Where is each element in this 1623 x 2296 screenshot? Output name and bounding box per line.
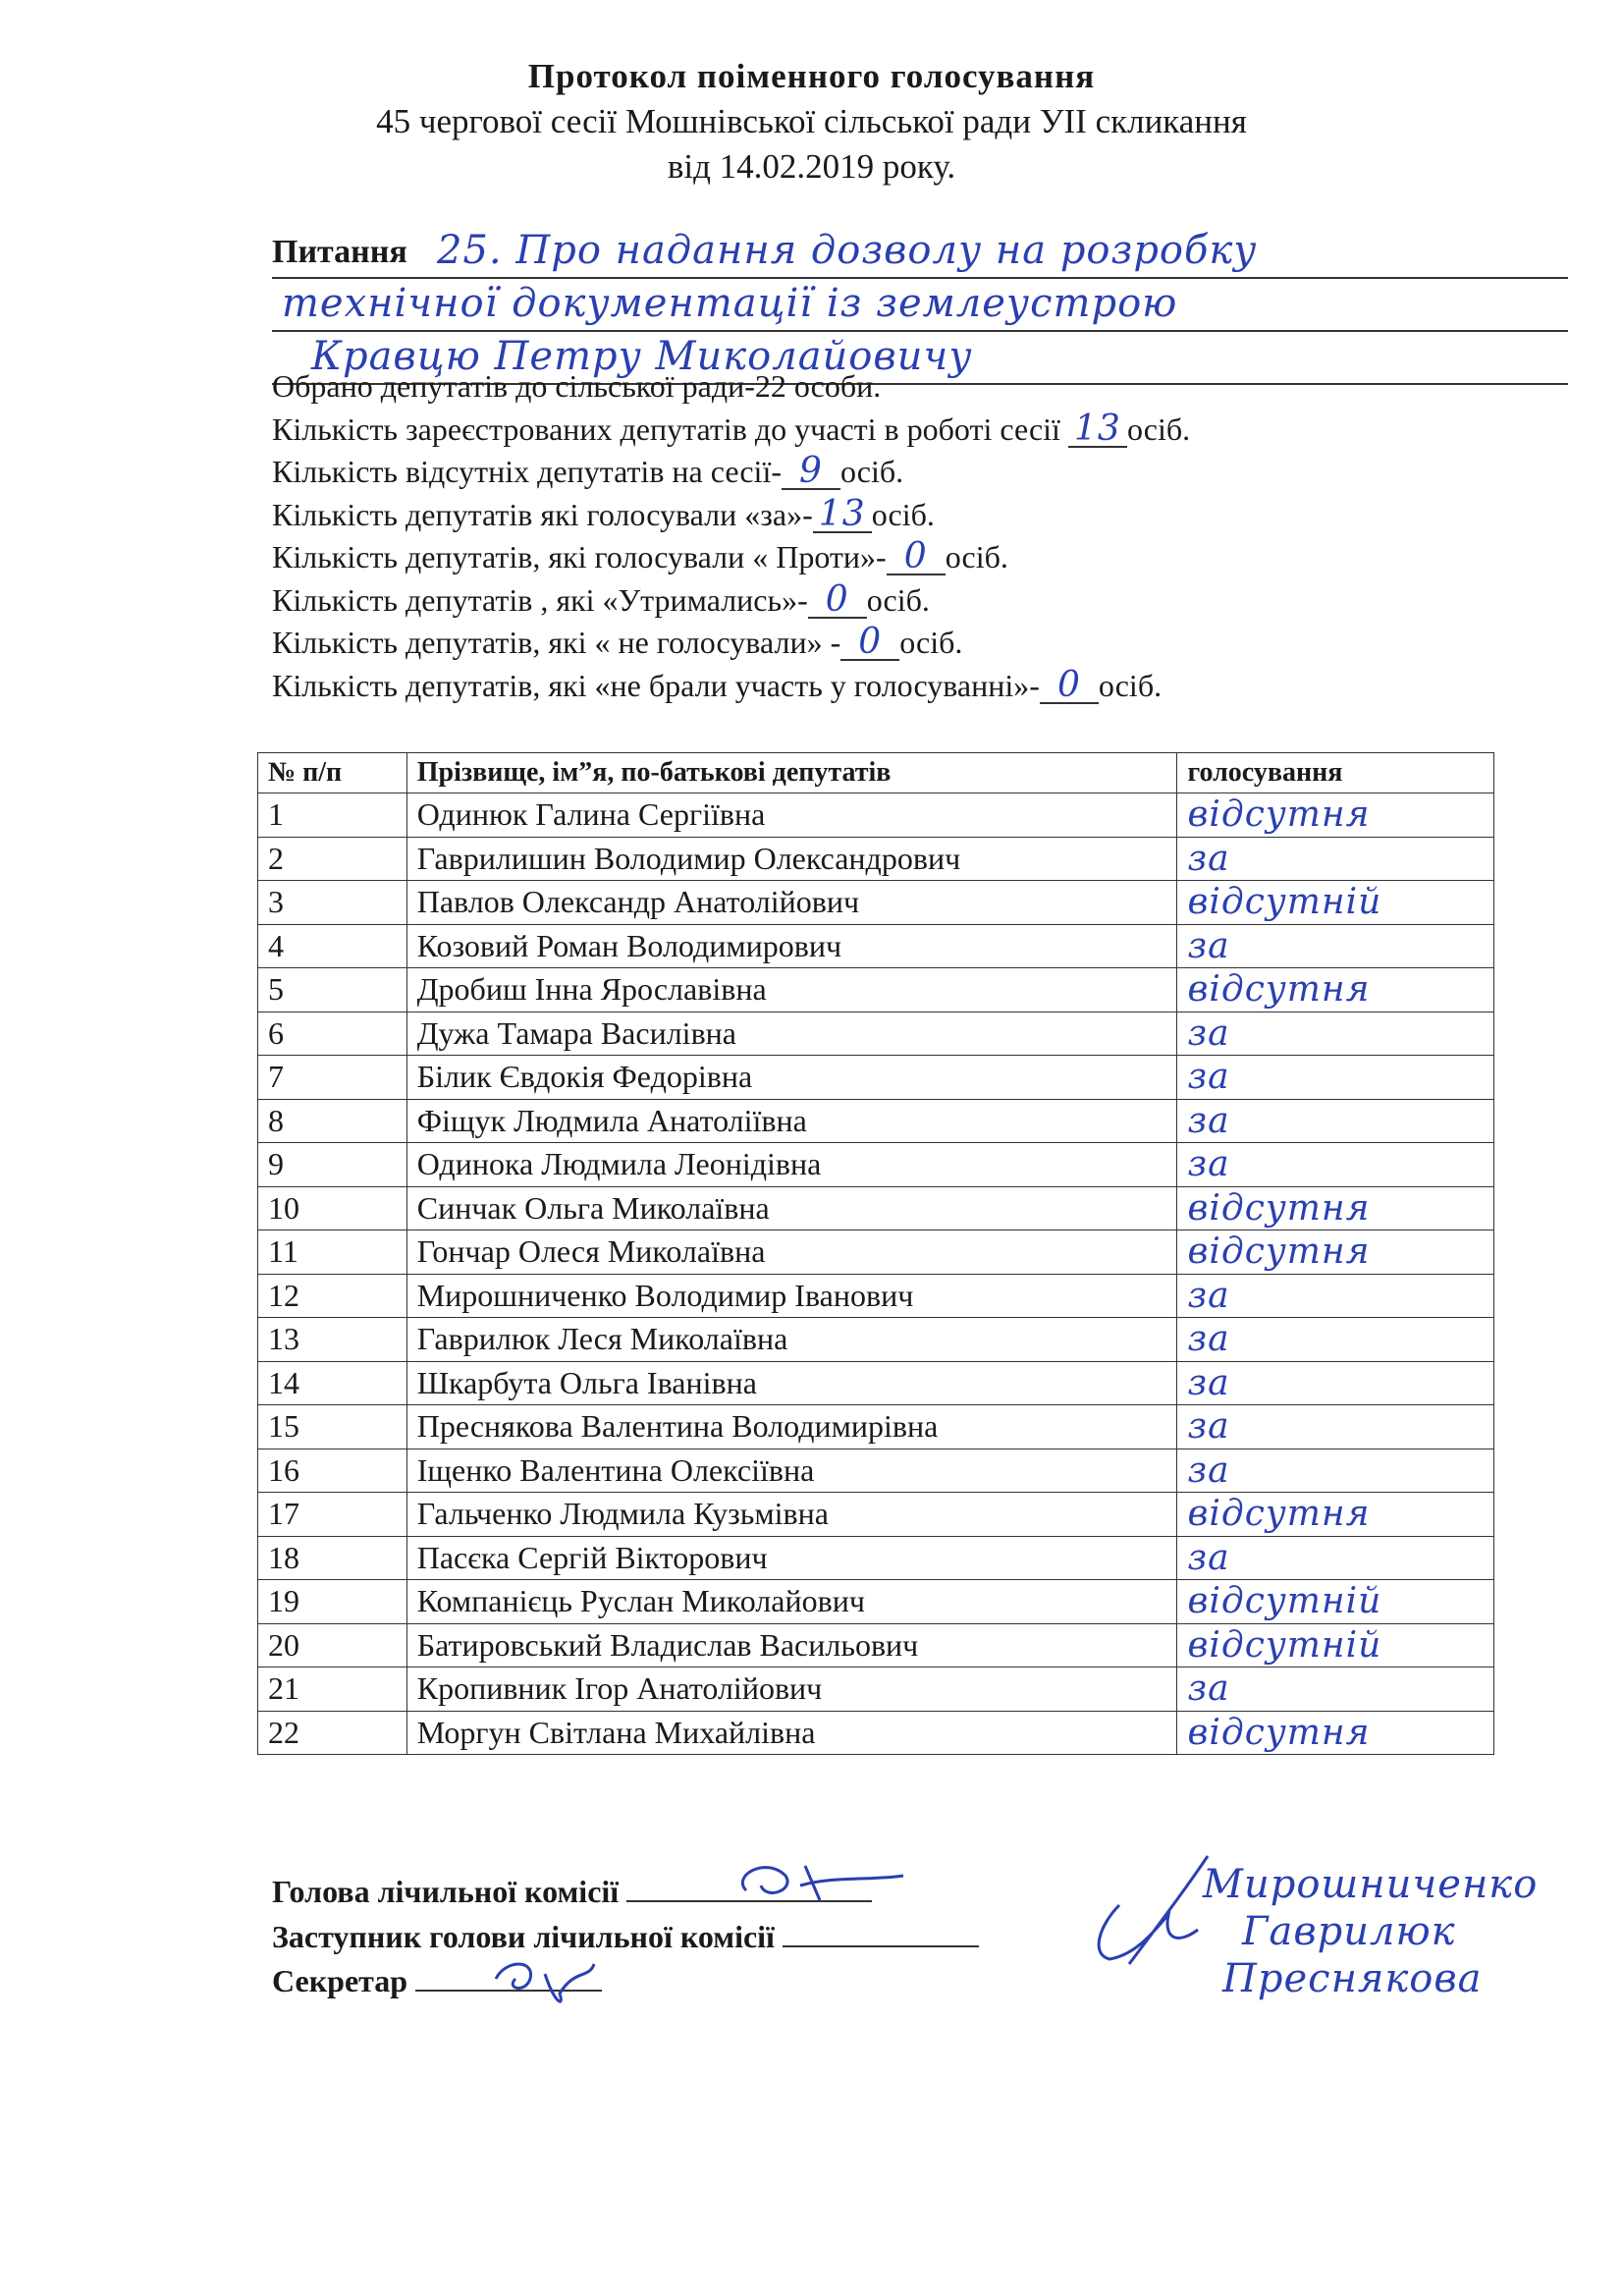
row-number: 12 xyxy=(258,1274,407,1318)
header-name: Прізвище, ім”я, по-батькові депутатів xyxy=(406,753,1177,793)
row-number: 3 xyxy=(258,881,407,925)
deputy-name: Павлов Олександр Анатолійович xyxy=(406,881,1177,925)
table-row xyxy=(258,1230,1494,1275)
chair-label: Голова лічильної комісії xyxy=(272,1874,620,1909)
stat-value: 0 xyxy=(1040,669,1099,704)
question-line-2 xyxy=(272,279,1568,332)
deputy-name: Шкарбута Ольга Іванівна xyxy=(406,1361,1177,1405)
deputy-name: Гаврилюк Леся Миколаївна xyxy=(406,1318,1177,1362)
stat-value: 13 xyxy=(1068,412,1127,448)
table-row xyxy=(258,1099,1494,1143)
secretary-name: Преснякова xyxy=(1222,1956,1483,2001)
stat-unit: осіб. xyxy=(871,496,935,532)
date-line: від 14.02.2019 року. xyxy=(667,147,956,186)
table-body xyxy=(258,793,1494,1755)
stat-unit: осіб. xyxy=(945,539,1008,574)
vote-value: за xyxy=(1177,1011,1494,1056)
vote-value: відсутній xyxy=(1177,881,1494,925)
table-row xyxy=(258,1056,1494,1100)
question-text-2: технічної документації із землеустрою xyxy=(282,281,1178,326)
secretary-label: Секретар xyxy=(272,1963,408,1998)
row-number: 13 xyxy=(258,1318,407,1362)
chair-signature-mark xyxy=(727,1846,943,1915)
row-number: 17 xyxy=(258,1493,407,1537)
stat-unit: осіб. xyxy=(1126,410,1191,447)
table-row xyxy=(258,1711,1494,1755)
row-number: 19 xyxy=(258,1580,407,1624)
deputy-label: Заступник голови лічильної комісії xyxy=(272,1919,775,1954)
stat-line xyxy=(272,451,1499,494)
vote-value: відсутня xyxy=(1177,1230,1494,1275)
session-line: 45 чергової сесії Мошнівської сільської ради УІІ скликання xyxy=(376,102,1247,140)
table-row xyxy=(258,1623,1494,1667)
stat-unit: осіб. xyxy=(839,454,904,489)
table-row xyxy=(258,1143,1494,1187)
stat-label: Кількість зареєстрованих депутатів до участі в роботі сесії xyxy=(272,410,1068,447)
row-number: 20 xyxy=(258,1623,407,1667)
deputy-signature-mark xyxy=(1070,1846,1237,1994)
stat-line xyxy=(272,365,1499,409)
stat-label: Обрано депутатів до сільської ради-22 особи. xyxy=(272,368,882,404)
vote-value: відсутній xyxy=(1177,1623,1494,1667)
table-row xyxy=(258,1667,1494,1712)
vote-value: відсутній xyxy=(1177,1580,1494,1624)
row-number: 6 xyxy=(258,1011,407,1056)
row-number: 21 xyxy=(258,1667,407,1712)
deputy-name: Фіщук Людмила Анатоліївна xyxy=(406,1099,1177,1143)
row-number: 16 xyxy=(258,1449,407,1493)
row-number: 8 xyxy=(258,1099,407,1143)
stat-value: 9 xyxy=(782,455,840,490)
vote-value: за xyxy=(1177,1536,1494,1580)
row-number: 1 xyxy=(258,793,407,838)
deputy-name: Моргун Світлана Михайлівна xyxy=(406,1711,1177,1755)
row-number: 10 xyxy=(258,1186,407,1230)
vote-value: за xyxy=(1177,1143,1494,1187)
question-block xyxy=(272,226,1568,385)
table-row xyxy=(258,1536,1494,1580)
stat-line xyxy=(272,494,1499,537)
deputy-signature-line xyxy=(272,1916,979,1955)
table-row xyxy=(258,1361,1494,1405)
stat-line xyxy=(272,536,1499,579)
deputy-name: Білик Євдокія Федорівна xyxy=(406,1056,1177,1100)
table-header-row xyxy=(258,753,1494,793)
table-row xyxy=(258,1186,1494,1230)
row-number: 7 xyxy=(258,1056,407,1100)
header-number: № п/п xyxy=(258,753,407,793)
voting-table xyxy=(257,752,1494,1755)
stat-label: Кількість депутатів, які « не голосували» - xyxy=(272,625,841,660)
vote-value: відсутня xyxy=(1177,793,1494,838)
vote-value: за xyxy=(1177,1274,1494,1318)
deputy-name: Батировський Владислав Васильович xyxy=(406,1623,1177,1667)
secretary-signature-mark xyxy=(486,1949,614,2018)
table-row xyxy=(258,793,1494,838)
question-text-3: Кравцю Петру Миколайовичу xyxy=(311,334,973,379)
vote-value: за xyxy=(1177,1099,1494,1143)
vote-value: відсутня xyxy=(1177,1186,1494,1230)
deputy-name: Гончар Олеся Миколаївна xyxy=(406,1230,1177,1275)
row-number: 2 xyxy=(258,837,407,881)
signatory-names xyxy=(1203,1861,1538,2002)
vote-value: за xyxy=(1177,837,1494,881)
vote-value: відсутня xyxy=(1177,968,1494,1012)
row-number: 15 xyxy=(258,1405,407,1449)
signature-blank xyxy=(783,1916,979,1947)
table-row xyxy=(258,924,1494,968)
stat-label: Кількість депутатів, які голосували « Проти»- xyxy=(272,539,887,574)
question-line-1 xyxy=(272,226,1568,279)
deputy-name: Синчак Ольга Миколаївна xyxy=(406,1186,1177,1230)
vote-value: за xyxy=(1177,1056,1494,1100)
stat-unit: осіб. xyxy=(1098,667,1163,703)
vote-value: за xyxy=(1177,1361,1494,1405)
stat-label: Кількість депутатів які голосували «за»- xyxy=(272,496,813,532)
stat-line xyxy=(272,665,1499,708)
question-text-1: 25. Про надання дозволу на розробку xyxy=(437,228,1258,273)
row-number: 18 xyxy=(258,1536,407,1580)
deputy-name: Іщенко Валентина Олексіївна xyxy=(406,1449,1177,1493)
vote-value: відсутня xyxy=(1177,1711,1494,1755)
document-title: Протокол поіменного голосування xyxy=(527,57,1096,95)
stat-line xyxy=(272,579,1499,623)
table-row xyxy=(258,968,1494,1012)
vote-value: за xyxy=(1177,1405,1494,1449)
stat-value: 13 xyxy=(813,498,872,533)
stat-label: Кількість депутатів, які «не брали участь у голосуванні»- xyxy=(272,667,1040,703)
table-row xyxy=(258,881,1494,925)
table-row xyxy=(258,1274,1494,1318)
stat-label: Кількість депутатів , які «Утримались»- xyxy=(272,581,808,618)
deputy-name: Дужа Тамара Василівна xyxy=(406,1011,1177,1056)
statistics-block xyxy=(272,365,1499,707)
table-row xyxy=(258,1449,1494,1493)
deputy-name: Гальченко Людмила Кузьмівна xyxy=(406,1493,1177,1537)
stat-value: 0 xyxy=(808,583,867,619)
row-number: 5 xyxy=(258,968,407,1012)
stat-unit: осіб. xyxy=(866,581,930,618)
stat-unit: осіб. xyxy=(899,625,963,660)
table-row xyxy=(258,837,1494,881)
table-row xyxy=(258,1405,1494,1449)
deputy-name: Мирошниченко Володимир Іванович xyxy=(406,1274,1177,1318)
vote-value: за xyxy=(1177,924,1494,968)
stat-line xyxy=(272,622,1499,665)
deputy-name: Преснякова Валентина Володимирівна xyxy=(406,1405,1177,1449)
row-number: 14 xyxy=(258,1361,407,1405)
deputy-name: Одинока Людмила Леонідівна xyxy=(406,1143,1177,1187)
deputy-name: Одинюк Галина Сергіївна xyxy=(406,793,1177,838)
table-row xyxy=(258,1493,1494,1537)
deputy-name: Компанієць Руслан Миколайович xyxy=(406,1580,1177,1624)
stat-value: 0 xyxy=(840,626,899,661)
deputy-name: Дробиш Інна Ярославівна xyxy=(406,968,1177,1012)
deputy-name: Гаврилишин Володимир Олександрович xyxy=(406,837,1177,881)
row-number: 11 xyxy=(258,1230,407,1275)
row-number: 22 xyxy=(258,1711,407,1755)
stat-line xyxy=(272,409,1499,452)
vote-value: за xyxy=(1177,1449,1494,1493)
deputy-name: Козовий Роман Володимирович xyxy=(406,924,1177,968)
deputy-name: Пасєка Сергій Вікторович xyxy=(406,1536,1177,1580)
header-vote: голосування xyxy=(1177,753,1494,793)
row-number: 4 xyxy=(258,924,407,968)
vote-value: за xyxy=(1177,1318,1494,1362)
vote-value: за xyxy=(1177,1667,1494,1712)
chair-name: Мирошниченко xyxy=(1203,1862,1539,1907)
deputy-name: Гаврилюк xyxy=(1242,1909,1456,1954)
row-number: 9 xyxy=(258,1143,407,1187)
table-row xyxy=(258,1580,1494,1624)
table-row xyxy=(258,1011,1494,1056)
table-row xyxy=(258,1318,1494,1362)
question-label: Питання xyxy=(272,234,407,270)
stat-value: 0 xyxy=(887,540,946,575)
stat-label: Кількість відсутніх депутатів на сесії- xyxy=(272,454,782,489)
vote-value: відсутня xyxy=(1177,1493,1494,1537)
deputy-name: Кропивник Ігор Анатолійович xyxy=(406,1667,1177,1712)
